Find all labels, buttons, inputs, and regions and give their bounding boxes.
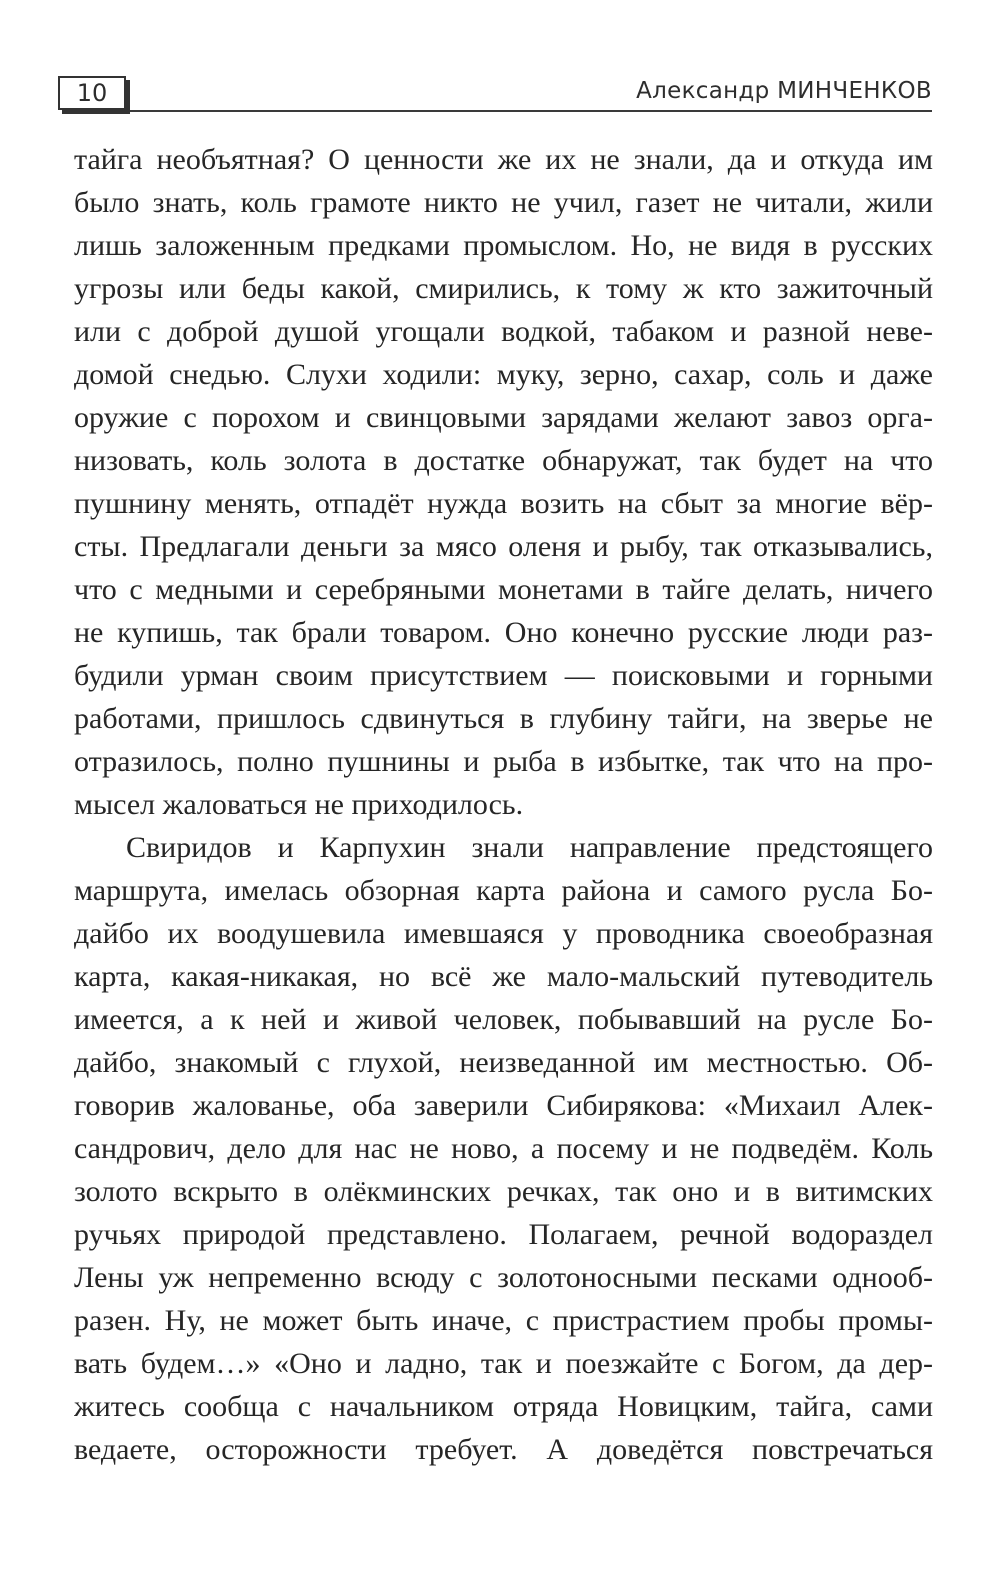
text-line: имеется, а к ней и живой человек, побывавший на русле Бо- — [74, 1003, 933, 1036]
paragraph-2 — [74, 826, 933, 1471]
text-line: угрозы или беды какой, смирились, к тому ж кто зажиточный — [74, 272, 933, 305]
text-line: домой снедью. Слухи ходили: муку, зерно, сахар, соль и даже — [74, 358, 933, 391]
text-line: или с доброй душой угощали водкой, табаком и разной неве- — [74, 315, 933, 348]
text-line: было знать, коль грамоте никто не учил, газет не читали, жили — [74, 186, 933, 219]
text-line: карта, какая-никакая, но всё же мало-мальский путеводитель — [74, 960, 933, 993]
text-line: пушнину менять, отпадёт нужда возить на сбыт за многие вёр- — [74, 487, 933, 520]
text-line: тайга необъятная? О ценности же их не знали, да и откуда им — [74, 143, 933, 176]
text-line: будили урман своим присутствием — поисковыми и горными — [74, 659, 933, 692]
text-line: ведаете, осторожности требует. А доведётся повстречаться — [74, 1433, 933, 1466]
text-line: вать будем…» «Оно и ладно, так и поезжайте с Богом, да дер- — [74, 1347, 933, 1380]
text-line: что с медными и серебряными монетами в тайге делать, ничего — [74, 573, 933, 606]
page-header — [58, 76, 932, 116]
page-number: 10 — [58, 76, 126, 110]
header-rule — [130, 110, 932, 112]
body-text — [74, 138, 933, 1471]
text-line: Свиридов и Карпухин знали направление предстоящего — [126, 831, 933, 864]
text-line: не купишь, так брали товаром. Оно конечно русские люди раз- — [74, 616, 933, 649]
text-line: сты. Предлагали деньги за мясо оленя и рыбу, так отказывались, — [74, 530, 933, 563]
text-line: Лены уж непременно всюду с золотоносными песками однооб- — [74, 1261, 933, 1294]
text-line: работами, пришлось сдвинуться в глубину тайги, на зверье не — [74, 702, 933, 735]
text-line: сандрович, дело для нас не ново, а посему и не подведём. Коль — [74, 1132, 933, 1165]
text-line: дайбо, знакомый с глухой, неизведанной им местностью. Об- — [74, 1046, 933, 1079]
text-line: низовать, коль золота в достатке обнаружат, так будет на что — [74, 444, 933, 477]
text-line: ручьях природой представлено. Полагаем, речной водораздел — [74, 1218, 933, 1251]
text-line: отразилось, полно пушнины и рыба в избытке, так что на про- — [74, 745, 933, 778]
text-line: дайбо их воодушевила имевшаяся у проводника своеобразная — [74, 917, 933, 950]
paragraph-1 — [74, 138, 933, 826]
text-line: маршрута, имелась обзорная карта района и самого русла Бо- — [74, 874, 933, 907]
text-line: золото вскрыто в олёкминских речках, так оно и в витимских — [74, 1175, 933, 1208]
text-line: лишь заложенным предками промыслом. Но, не видя в русских — [74, 229, 933, 262]
text-line: мысел жаловаться не приходилось. — [74, 788, 524, 821]
text-line: оружие с порохом и свинцовыми зарядами желают завоз орга- — [74, 401, 933, 434]
text-line: говорив жалованье, оба заверили Сибирякова: «Михаил Алек- — [74, 1089, 933, 1122]
text-line: разен. Ну, не может быть иначе, с пристрастием пробы промы- — [74, 1304, 933, 1337]
running-head-author: Александр МИНЧЕНКОВ — [636, 78, 932, 104]
text-line: житесь сообща с начальником отряда Новицким, тайга, сами — [74, 1390, 933, 1423]
